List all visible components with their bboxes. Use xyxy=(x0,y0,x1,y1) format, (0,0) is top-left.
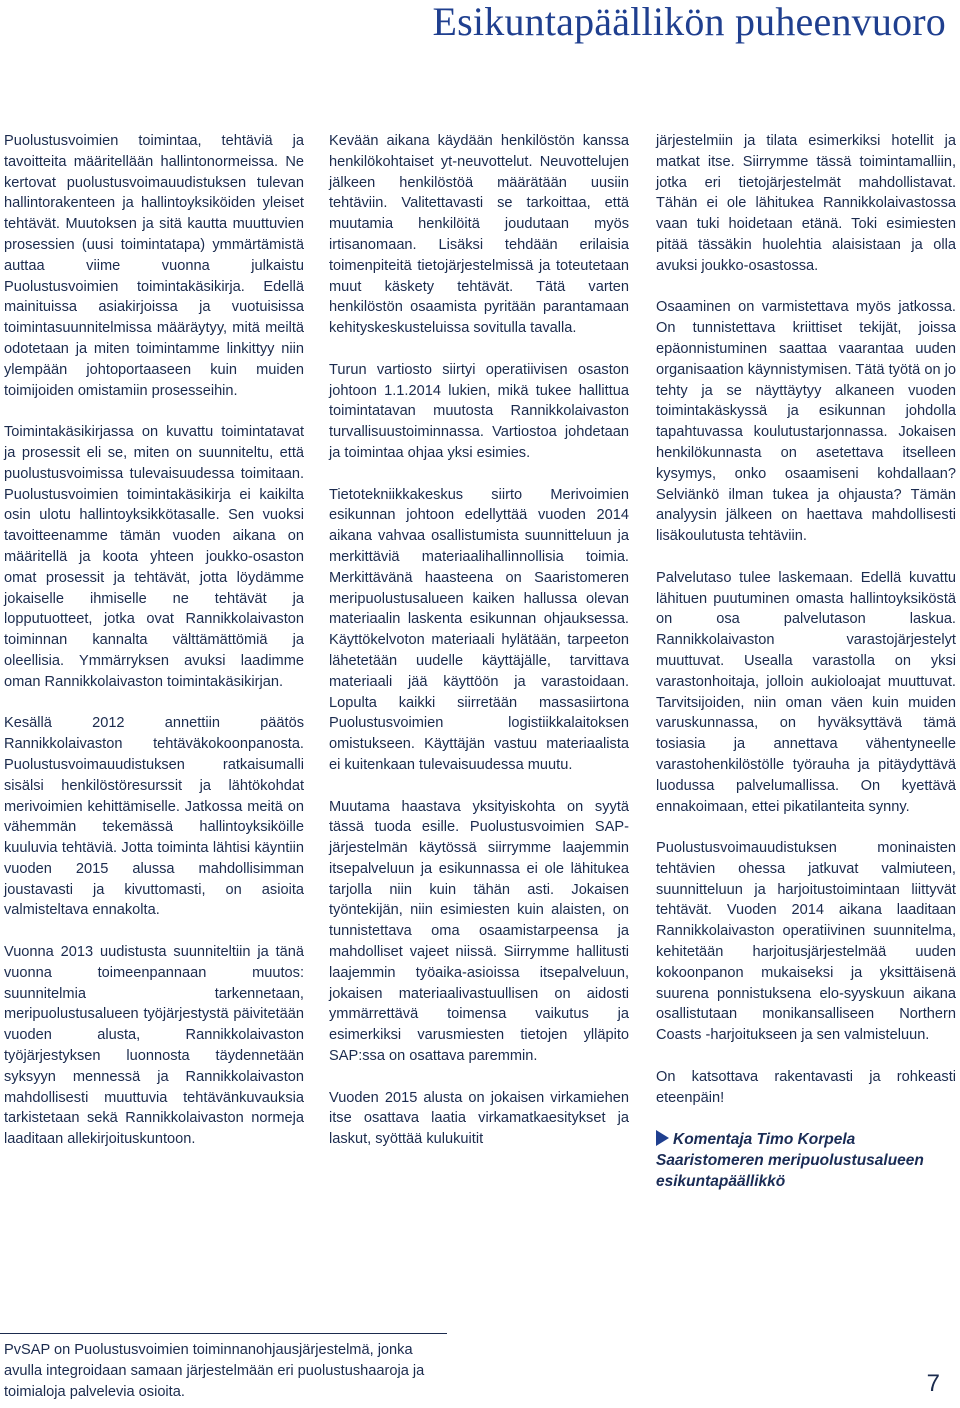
paragraph: Turun vartiosto siirtyi operatiivisen osaston johtoon 1.1.2014 lukien, mikä tukee hallittua toimintatavan muutosta Rannikkolaivaston turvallisuustoiminnassa. Vartiostoa johdetaan ja toimintaa ohjaa yksi esimies. xyxy=(329,361,629,461)
paragraph: On katsottava rakentavasti ja rohkeasti eteenpäin! xyxy=(656,1068,956,1106)
signature xyxy=(656,1129,956,1192)
footnote: PvSAP on Puolustusvoimien toiminnanohjausjärjestelmä, jonka avulla integroidaan samaan järjestelmään eri puolustushaaroja ja toimialoja palvelevia osioita. xyxy=(4,1342,425,1400)
paragraph: järjestelmiin ja tilata esimerkiksi hotellit ja matkat itse. Siirrymme tässä toimintamalliin, jotka eri tietojärjestelmät mahdollistavat. Tähän ei ole lähitukea Rannikkolaivastossa vaan tuki hoidetaan etänä. Toki esimiesten pitää tässäkin huolehtia alaisistaan ja olla avuksi joukko-osastossa. xyxy=(656,133,956,274)
signature-name: Komentaja Timo Korpela xyxy=(673,1131,856,1149)
signature-unit: Saaristomeren meripuolustusalueen xyxy=(656,1152,924,1170)
page-number: 7 xyxy=(926,1370,940,1397)
paragraph: Muutama haastava yksityiskohta on syytä tässä tuoda esille. Puolustusvoimien SAP-järjestelmän käytössä siirrymme laajemmin itsepalveluun ja esikunnassa ei ole lähitukea tarjolla niin kuin tähän asti. Jokaisen työntekijän, niin esimiesten kuin alaisten, on tunnistettava oma osaamistarpeensa ja mahdolliset vajeet niissä. Siirrymme hallitusti laajemmin työaika-asioissa itsepalveluun, jokaisen materiaalivastuullisen on aidosti ymmärrettävä toimensa vaikutus ja esimerkiksi varusmiesten tietojen ylläpito SAP:ssa on osattava paremmin. xyxy=(329,798,629,1065)
paragraph: Puolustusvoimien toimintaa, tehtäviä ja tavoitteita määritellään hallintonormeissa. Ne kertovat puolustusvoimauudistuksen tulevan hallintorakenteen ja hallintoyksiköiden yleiset tehtävät. Muutoksen ja sitä kautta muuttuvien prosessien (uusi toimintatapa) ymmärtämistä auttaa viime vuonna julkaistu Puolustusvoimien toimintakäsikirja. Edellä mainituissa asiakirjoissa ja vuotuisissa toimintasuunnitelmissa määräytyy, mitä meiltä odotetaan ja miten toimintamme linkittyy niin ylempään johtoportaaseen kuin muiden toimijoiden omistamiin prosesseihin. xyxy=(4,133,304,399)
text-column-3 xyxy=(656,131,956,1192)
paragraph: Palvelutaso tulee laskemaan. Edellä kuvattu lähituen puutuminen omasta hallintoyksiköstä on osa palvelutason laskua. Rannikkolaivaston varastojärjestelyt muuttuvat. Usealla varastolla on yksi varastonhoitaja, jolloin aukioloajat muuttuvat. Tarvitsijoiden, niin oman väen kuin muiden varuskunnassa, on hyväksyttävä tämä tosiasia ja annettava vähentyneelle varastohenkilöstölle työrauha ja pitäydyttävä luodussa palvelumallissa. On kyettävä ennakoimaan, ettei pikatilanteita synny. xyxy=(656,569,956,815)
signature-role: esikuntapäällikkö xyxy=(656,1173,786,1191)
paragraph: Vuoden 2015 alusta on jokaisen virkamiehen itse osattava laatia virkamatkaesitykset ja laskut, syöttää kulukuitit xyxy=(329,1089,629,1148)
text-column-1 xyxy=(4,131,304,1171)
text-column-2 xyxy=(329,131,629,1171)
page-title: Esikuntapäällikön puheenvuoro xyxy=(432,0,946,44)
paragraph: Osaaminen on varmistettava myös jatkossa. On tunnistettava kriittiset tekijät, joissa epäonnistuminen saattaa vaarantaa uuden organisaation käynnistymisen. Tätä työtä on jo tehty ja se näyttäytyy alkaneen vuoden toimintakäskyssä ja esikunnan johdolla tapahtuvassa koulutustarjonnassa. Jokaisen henkilökunnasta on asetettava itselleen kysymys, onko osaamiseni kohdallaan? Selviänkö ilman tukea ja ohjausta? Tämän analyysin jälkeen on haettava mahdollisesti lisäkoulutusta tehtäviin. xyxy=(656,299,956,545)
paragraph: Puolustusvoimauudistuksen moninaisten tehtävien ohessa jatkuvat valmiuteen, suunnitteluun ja harjoitustoimintaan liittyvät tehtävät. Vuoden 2014 aikana laaditaan Rannikkolaivaston operatiivinen suunnitelma, kehitetään harjoitusjärjestelmää uuden kokoonpanon mukaiseksi ja yksittäisenä suurena ponnistuksena elo-syyskuun aikana osallistutaan monikansalliseen Northern Coasts -harjoitukseen ja sen valmisteluun. xyxy=(656,840,956,1044)
paragraph: Kesällä 2012 annettiin päätös Rannikkolaivaston tehtäväkokoonpanosta. Puolustusvoimauudistuksen ratkaisumalli sisälsi henkilöstöresurssit ja lähtökohdat merivoimien kehittämiselle. Jatkossa meitä on vähemmän tekemässä hallintoyksiköille kuuluvia tehtäviä. Jotta toiminta lähtisi käyntiin vuoden 2015 alussa mahdollisimman joustavasti ja kivuttomasti, on asioita valmisteltava ennakolta. xyxy=(4,715,304,919)
paragraph: Vuonna 2013 uudistusta suunniteltiin ja tänä vuonna toimeenpannaan muutos: suunnitelmia tarkennetaan, meripuolustusalueen työjärjestystä päivitetään vuoden alusta, Rannikkolaivaston työjärjestyksen luonnosta täydennetään syksyyn mennessä ja Rannikkolaivaston mahdollisesti muuttuvia tehtävänkuvauksia tarkistetaan sekä Rannikkolaivaston normeja laaditaan allekirjoituskuntoon. xyxy=(4,944,304,1148)
paragraph: Tietotekniikkakeskus siirto Merivoimien esikunnan johtoon edellyttää vuoden 2014 aikana vahvaa osallistumista suunnitteluun ja merkittäviä materiaalihallinnollisia toimia. Merkittävänä haasteena on Saaristomeren meripuolustusalueen kaiken hallussa olevan materiaalin laskenta esikunnan ohjauksessa. Käyttökelvoton materiaali hylätään, tarpeeton lähetetään uudelle käyttäjälle, tarvittava materiaali jää käyttöön ja varastoidaan. Lopulta kaikki siirretään massasiirtona Puolustusvoimien logistiikkalaitoksen omistukseen. Käyttäjän vastuu materiaalista ei kuitenkaan tulevaisuudessa muutu. xyxy=(329,486,629,773)
triangle-marker-icon xyxy=(656,1130,669,1146)
paragraph: Toimintakäsikirjassa on kuvattu toimintatavat ja prosessit eli se, miten on suunniteltu, että puolustusvoimissa tulevaisuudessa toimitaan. Puolustusvoimien toimintakäsikirja ei kaikilta osin ulotu hallintoyksikkötasalle. Sen vuoksi tavoitteenamme tämän vuoden aikana on määritellä ja koota yhteen joukko-osaston omat prosessit ja tehtävät, jotta löydämme jokaiselle ihmiselle ne tehtävät ja lopputuotteet, jotka ovat Rannikkolaivaston toiminnan kannalta välttämättömiä ja oleellisia. Ymmärryksen avuksi laadimme oman Rannikkolaivaston toimintakäsikirjan. xyxy=(4,424,304,690)
footnote-divider xyxy=(0,1333,447,1334)
paragraph: Kevään aikana käydään henkilöstön kanssa henkilökohtaiset yt-neuvottelut. Neuvottelujen jälkeen henkilöstöä määrätään uusiin tehtäviin. Valitettavasti se tarkoittaa, että muutamia henkilöitä joudutaan myös irtisanomaan. Lisäksi tehdään erilaisia toimenpiteitä tietojärjestelmissä ja toteutetaan muut käskety tehtävät. Tätä varten henkilöstön osaamista pyritään parantamaan kehityskeskusteluissa sovitulla tavalla. xyxy=(329,133,629,337)
